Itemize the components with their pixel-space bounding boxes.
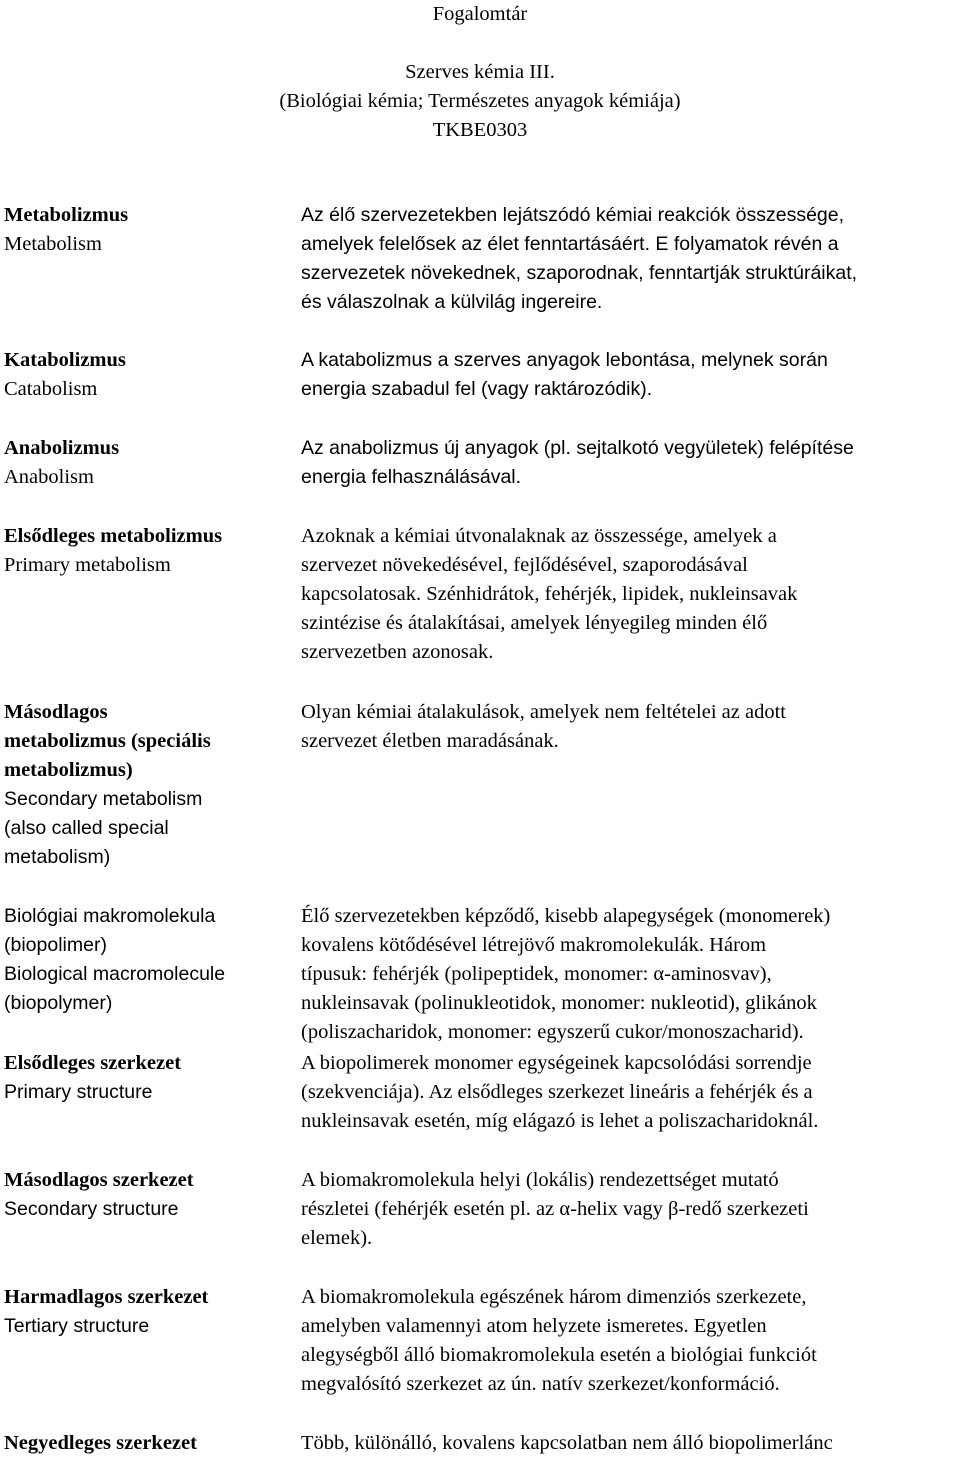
definition-line: Az élő szervezetekben lejátszódó kémiai reakciók összessége, [301, 204, 845, 226]
term-hu: Negyedleges szerkezet [4, 1432, 197, 1454]
definition-line: (szekvenciája). Az elsődleges szerkezet lineáris a fehérjék és a [301, 1081, 813, 1103]
course-code: TKBE0303 [432, 119, 528, 141]
term-en: Metabolism [4, 233, 102, 255]
term-hu: Másodlagos [4, 701, 108, 723]
term-hu: Harmadlagos szerkezet [4, 1286, 209, 1308]
definition-catabolism [301, 346, 960, 404]
definition-line: megvalósító szerkezet az ún. natív szerkezet/konformáció. [301, 1373, 780, 1395]
definition-line: szervezet életben maradásának. [301, 730, 559, 752]
term-secondary-structure [4, 1166, 294, 1224]
definition-primary-metabolism [301, 522, 960, 667]
definition-line: nukleinsavak (polinukleotidok, monomer: nukleotid), glikánok [301, 992, 817, 1014]
definition-line: energia felhasználásával. [301, 466, 522, 488]
definition-line: kovalens kötődésével létrejövő makromolekulák. Három [301, 934, 767, 956]
definition-line: részletei (fehérjék esetén pl. az α-helix vagy β-redő szerkezeti [301, 1198, 809, 1220]
definition-primary-structure [301, 1049, 960, 1136]
term-quaternary-structure [4, 1429, 294, 1458]
term-en: metabolism) [4, 846, 111, 868]
term-hu: Metabolizmus [4, 204, 129, 226]
term-en: Catabolism [4, 378, 98, 400]
term-en: (biopolymer) [4, 992, 113, 1014]
definition-line: Az anabolizmus új anyagok (pl. sejtalkotó vegyületek) felépítése [301, 437, 854, 459]
term-hu: metabolizmus (speciális [4, 730, 211, 752]
definition-line: amelyben valamennyi atom helyzete ismeretes. Egyetlen [301, 1315, 767, 1337]
definition-line: A biomakromolekula helyi (lokális) rendezettséget mutató [301, 1169, 779, 1191]
definition-line: szervezet növekedésével, fejlődésével, szaporodásával [301, 554, 748, 576]
term-catabolism [4, 346, 294, 404]
term-primary-metabolism [4, 522, 294, 580]
definition-metabolism [301, 201, 960, 317]
term-tertiary-structure [4, 1283, 294, 1341]
definition-secondary-structure [301, 1166, 960, 1253]
definition-line: Olyan kémiai átalakulások, amelyek nem feltételei az adott [301, 701, 786, 723]
term-primary-structure [4, 1049, 294, 1107]
definition-line: Azoknak a kémiai útvonalaknak az összessége, amelyek a [301, 525, 777, 547]
page-title: Fogalomtár [432, 3, 528, 25]
term-en: Biological macromolecule [4, 963, 226, 985]
term-en: (biopolimer) [4, 934, 107, 956]
course-name: Szerves kémia III. [405, 61, 555, 83]
definition-line: amelyek felelősek az élet fenntartásáért. E folyamatok révén a [301, 233, 839, 255]
term-en: Biológiai makromolekula [4, 905, 216, 927]
definition-line: szervezetek növekednek, szaporodnak, fenntartják struktúráikat, [301, 262, 858, 284]
term-hu: Elsődleges metabolizmus [4, 525, 223, 547]
term-en: Primary structure [4, 1081, 153, 1103]
definition-line: Élő szervezetekben képződő, kisebb alapegységek (monomerek) [301, 905, 831, 927]
term-en: Tertiary structure [4, 1315, 150, 1337]
definition-line: A biopolimerek monomer egységeinek kapcsolódási sorrendje [301, 1052, 812, 1074]
term-en: Anabolism [4, 466, 94, 488]
definition-line: Több, különálló, kovalens kapcsolatban nem álló biopolimerlánc [301, 1432, 833, 1454]
term-en: Primary metabolism [4, 554, 171, 576]
course-subtitle: (Biológiai kémia; Természetes anyagok kémiája) [279, 90, 681, 112]
term-hu: Anabolizmus [4, 437, 120, 459]
definition-line: alegységből álló biomakromolekula esetén a biológiai funkciót [301, 1344, 817, 1366]
term-metabolism [4, 201, 294, 259]
definition-biological-macromolecule [301, 902, 960, 1047]
definition-secondary-metabolism [301, 698, 960, 756]
term-en: Secondary structure [4, 1198, 179, 1220]
definition-line: elemek). [301, 1227, 373, 1249]
term-hu: Elsődleges szerkezet [4, 1052, 182, 1074]
definition-line: szintézise és átalakításai, amelyek lényegileg minden élő [301, 612, 768, 634]
term-hu: Másodlagos szerkezet [4, 1169, 194, 1191]
term-biological-macromolecule [4, 902, 294, 1018]
definition-line: kapcsolatosak. Szénhidrátok, fehérjék, lipidek, nukleinsavak [301, 583, 798, 605]
definition-line: és válaszolnak a külvilág ingereire. [301, 291, 603, 313]
definition-line: nukleinsavak esetén, míg elágazó is lehet a poliszacharidoknál. [301, 1110, 819, 1132]
definition-anabolism [301, 434, 960, 492]
term-hu: Katabolizmus [4, 349, 126, 371]
term-en: Secondary metabolism [4, 788, 203, 810]
term-hu: metabolizmus) [4, 759, 133, 781]
term-anabolism [4, 434, 294, 492]
definition-quaternary-structure [301, 1429, 960, 1458]
definition-line: szervezetben azonosak. [301, 641, 494, 663]
definition-tertiary-structure [301, 1283, 960, 1399]
definition-line: A katabolizmus a szerves anyagok lebontása, melynek során [301, 349, 828, 371]
definition-line: (poliszacharidok, monomer: egyszerű cukor/monoszacharid). [301, 1021, 804, 1043]
definition-line: típusuk: fehérjék (polipeptidek, monomer: α-aminosvav), [301, 963, 772, 985]
definition-line: energia szabadul fel (vagy raktározódik). [301, 378, 653, 400]
term-en: (also called special [4, 817, 169, 839]
term-secondary-metabolism [4, 698, 294, 872]
definition-line: A biomakromolekula egészének három dimenziós szerkezete, [301, 1286, 807, 1308]
